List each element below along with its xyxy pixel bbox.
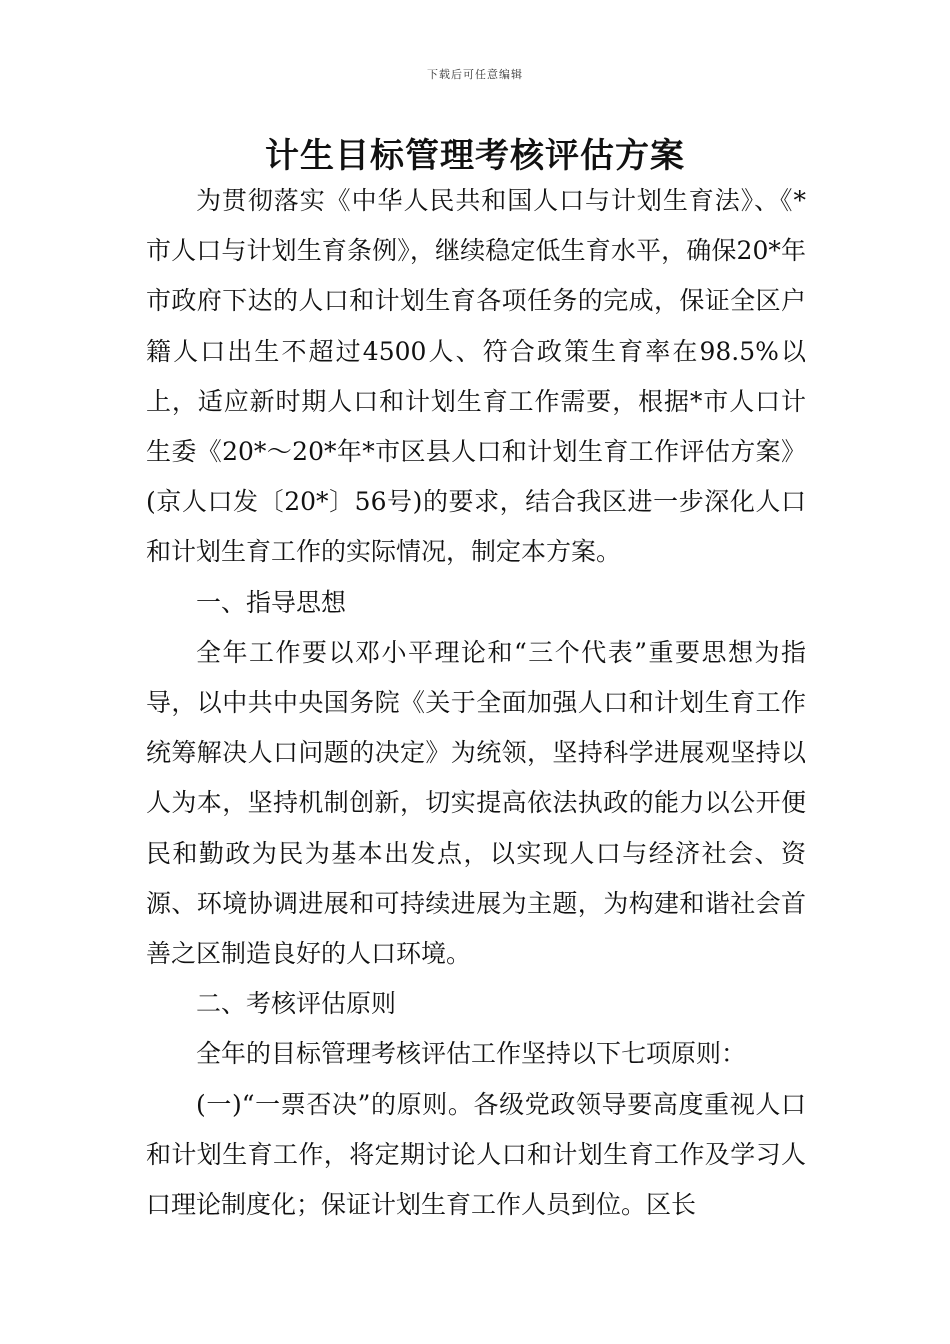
paragraph-intro: 为贯彻落实《中华人民共和国人口与计划生育法》、《*市人口与计划生育条例》，继续稳定低生育水平，确保20*年市政府下达的人口和计划生育各项任务的完成，保证全区户籍人口出生不超过4500人、符合政策生育率在98.5%以上，适应新时期人口和计划生育工作需要，根据*市人口计生委《20*～20*年*市区县人口和计划生育工作评估方案》(京人口发〔20*〕56号)的要求，结合我区进一步深化人口和计划生育工作的实际情况，制定本方案。: [146, 186, 806, 567]
section-heading-principles: 二、考核评估原则: [196, 989, 397, 1019]
document-title: 计生目标管理考核评估方案: [265, 136, 685, 176]
paragraph-principles-intro: 全年的目标管理考核评估工作坚持以下七项原则：: [196, 1039, 747, 1069]
header-note: 下载后可任意编辑: [427, 68, 523, 81]
document-body: [146, 176, 806, 1230]
paragraph-guiding-ideology: 全年工作要以邓小平理论和“三个代表”重要思想为指导，以中共中央国务院《关于全面加强人口和计划生育工作统筹解决人口问题的决定》为统领，坚持科学进展观坚持以人为本，坚持机制创新，切实提高依法执政的能力以公开便民和勤政为民为基本出发点，以实现人口与经济社会、资源、环境协调进展和可持续进展为主题，为构建和谐社会首善之区制造良好的人口环境。: [146, 637, 806, 969]
paragraph-principle-one: (一)“一票否决”的原则。各级党政领导要高度重视人口和计划生育工作，将定期讨论人口和计划生育工作及学习人口理论制度化；保证计划生育工作人员到位。区长: [146, 1089, 806, 1220]
section-heading-guiding-ideology: 一、指导思想: [196, 587, 347, 617]
